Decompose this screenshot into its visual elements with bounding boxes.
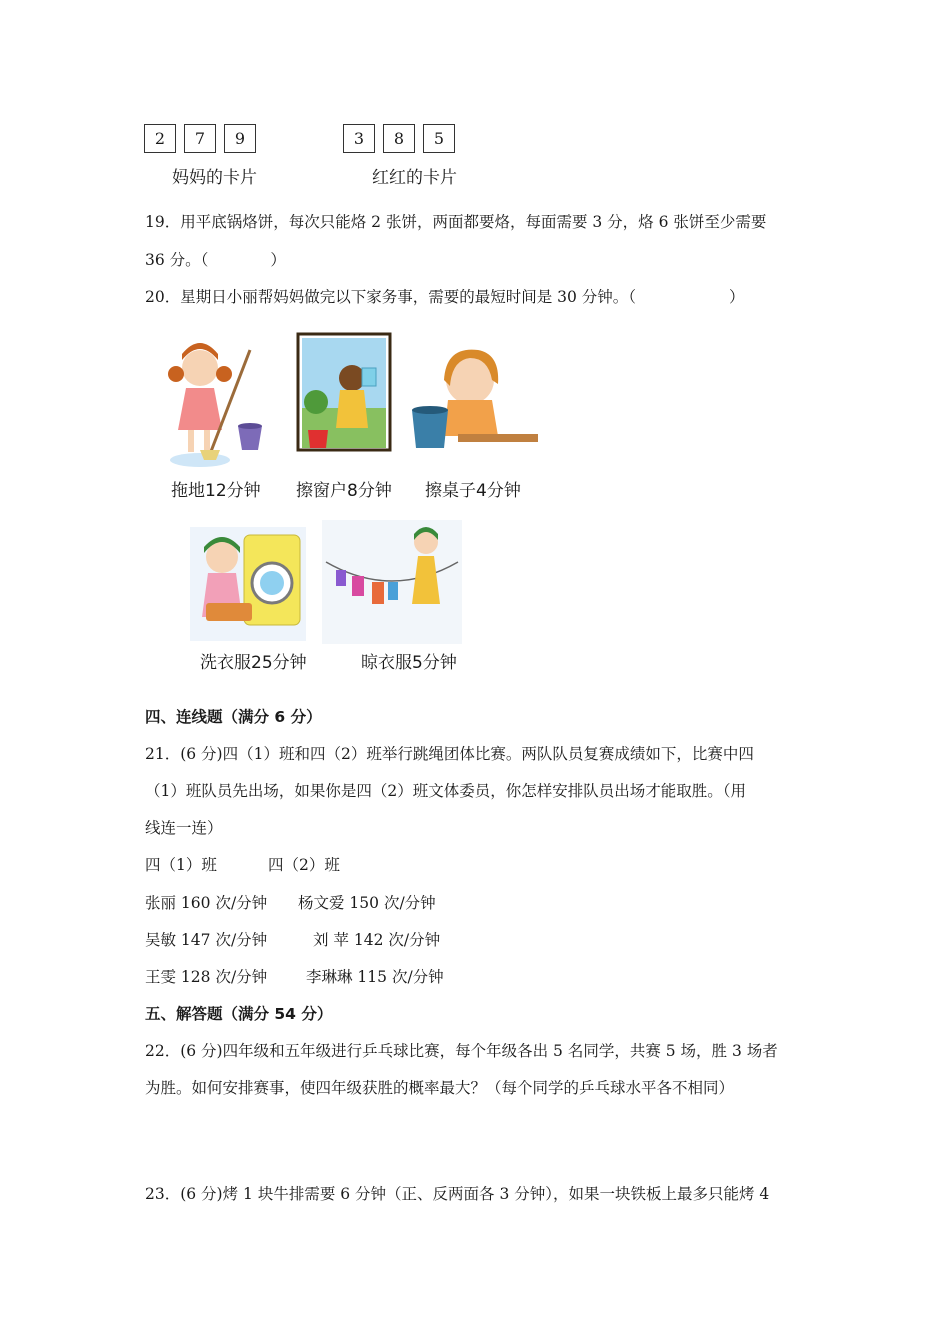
q21-header-left: 四（1）班 <box>145 856 217 874</box>
mom-cards-label: 妈妈的卡片 <box>172 168 257 188</box>
q21-row2-right: 刘 苹 142 次/分钟 <box>313 931 441 949</box>
q21-row3-right: 李琳琳 115 次/分钟 <box>306 968 444 986</box>
q23-line1: 23．(6 分)烤 1 块牛排需要 6 分钟（正、反两面各 3 分钟），如果一块铁板上最多只能烤 4 <box>145 1185 770 1203</box>
honghong-card-3: 5 <box>423 124 455 153</box>
honghong-cards <box>343 124 455 153</box>
q21-row1-right: 杨文爱 150 次/分钟 <box>298 894 436 912</box>
chore-caption-wash: 洗衣服25分钟 <box>200 653 307 673</box>
mom-card-1: 2 <box>144 124 176 153</box>
q21-row3-left: 王雯 128 次/分钟 <box>145 968 268 986</box>
window-cleaning-image <box>296 332 394 454</box>
chore-caption-window: 擦窗户8分钟 <box>296 481 392 501</box>
q21-row1-left: 张丽 160 次/分钟 <box>145 894 268 912</box>
q21-line2: （1）班队员先出场，如果你是四（2）班文体委员，你怎样安排队员出场才能取胜。（用 <box>145 782 746 800</box>
honghong-card-1: 3 <box>343 124 375 153</box>
mom-cards <box>144 124 256 153</box>
q22-line2: 为胜。如何安排赛事，使四年级获胜的概率最大？（每个同学的乒乓球水平各不相同） <box>145 1079 735 1097</box>
drying-clothes-image <box>322 520 462 644</box>
chore-caption-mop: 拖地12分钟 <box>171 481 261 501</box>
q22-line1: 22．(6 分)四年级和五年级进行乒乓球比赛，每个年级各出 5 名同学，共赛 5 场，胜 3 场者 <box>145 1042 778 1060</box>
q21-header-right: 四（2）班 <box>268 856 340 874</box>
honghong-cards-label: 红红的卡片 <box>372 168 457 188</box>
mom-card-2: 7 <box>184 124 216 153</box>
chore-caption-table: 擦桌子4分钟 <box>425 481 521 501</box>
q19-line2: 36 分。（ ） <box>145 251 286 269</box>
q21-row2-left: 吴敏 147 次/分钟 <box>145 931 268 949</box>
section4-title: 四、连线题（满分 6 分） <box>145 708 322 726</box>
section5-title: 五、解答题（满分 54 分） <box>145 1005 333 1023</box>
table-wiping-image <box>408 340 538 452</box>
mopping-image <box>160 330 272 470</box>
q21-line3: 线连一连） <box>145 819 223 837</box>
q20-text: 20．星期日小丽帮妈妈做完以下家务事，需要的最短时间是 30 分钟。（ ） <box>145 288 745 306</box>
q19-line1: 19．用平底锅烙饼，每次只能烙 2 张饼，两面都要烙，每面需要 3 分，烙 6 张饼至少需要 <box>145 213 767 231</box>
mom-card-3: 9 <box>224 124 256 153</box>
honghong-card-2: 8 <box>383 124 415 153</box>
chore-caption-dry: 晾衣服5分钟 <box>361 653 457 673</box>
q21-line1: 21．(6 分)四（1）班和四（2）班举行跳绳团体比赛。两队队员复赛成绩如下，比赛中四 <box>145 745 754 763</box>
laundry-image <box>190 527 306 641</box>
